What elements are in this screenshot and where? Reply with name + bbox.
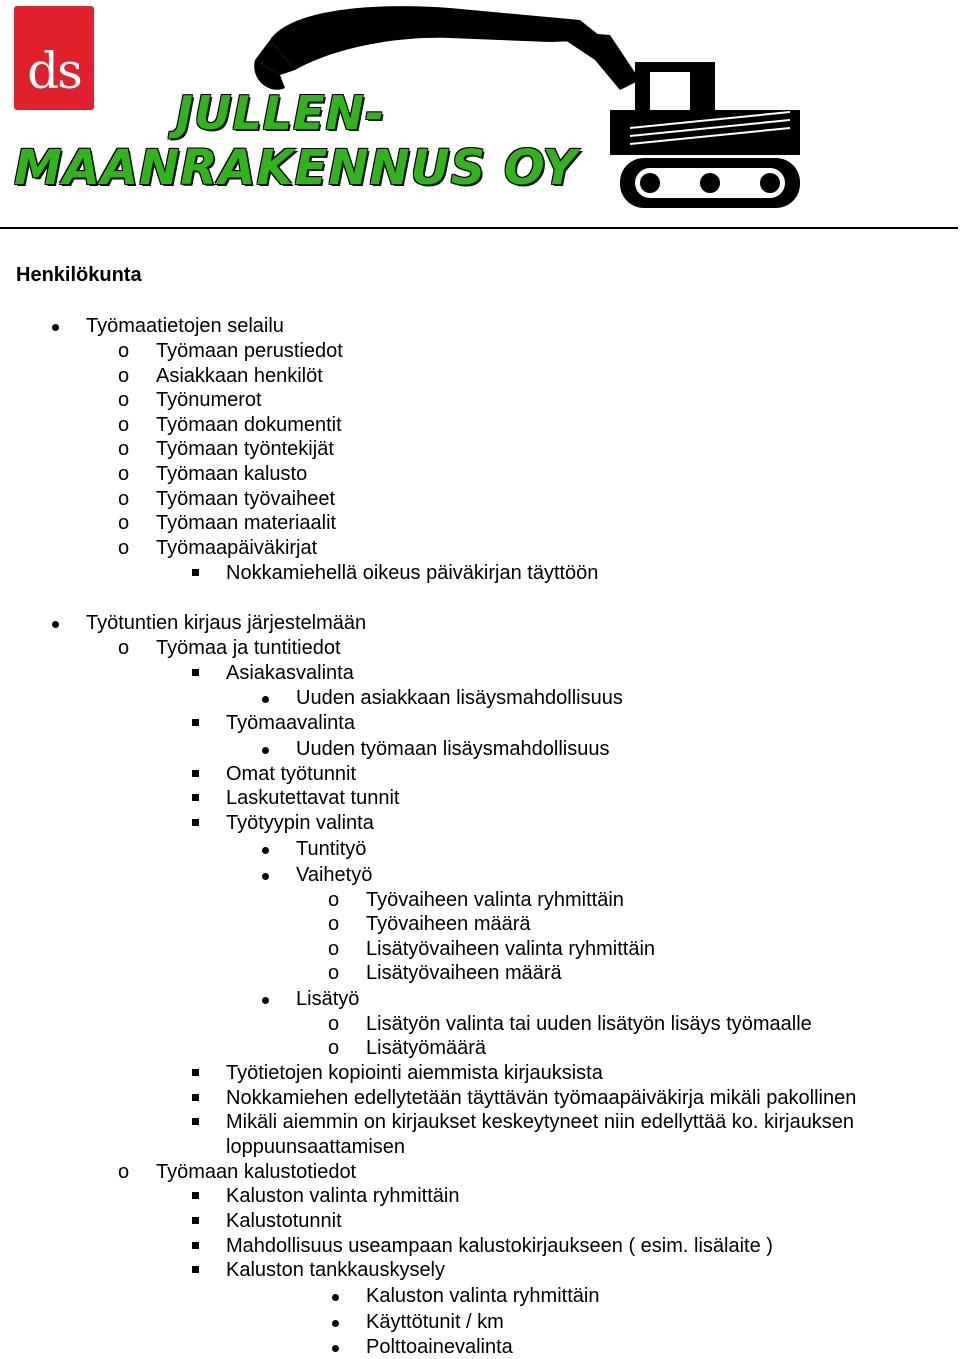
list-item: Työmaan kalustotiedot (156, 1161, 357, 1183)
bullet-disc-icon (52, 621, 59, 628)
bullet-circle-icon: o (118, 389, 130, 411)
list-item: Työtyypin valinta (226, 812, 374, 834)
bullet-square-icon (192, 1242, 199, 1249)
list-item: Kaluston valinta ryhmittäin (226, 1185, 460, 1207)
list-item: Työmaan kalusto (156, 463, 308, 485)
bullet-circle-icon: o (118, 537, 130, 559)
bullet-square-icon (192, 569, 199, 576)
list-item: Työmaan materiaalit (156, 512, 337, 534)
list-item: Työmaa ja tuntitiedot (156, 637, 341, 659)
company-name-line-1: JULLEN- (176, 86, 386, 140)
list-item: Työvaiheen valinta ryhmittäin (366, 889, 624, 911)
list-item: Lisätyö (296, 988, 360, 1010)
bullet-circle-icon: o (118, 637, 130, 659)
list-item: Uuden asiakkaan lisäysmahdollisuus (296, 687, 623, 709)
bullet-square-icon (192, 1118, 199, 1125)
list-item: Laskutettavat tunnit (226, 787, 400, 809)
list-item: Lisätyövaiheen määrä (366, 962, 562, 984)
bullet-circle-icon: o (328, 913, 340, 935)
list-item: Asiakkaan henkilöt (156, 365, 323, 387)
list-item: Omat työtunnit (226, 763, 357, 785)
list-item: Uuden työmaan lisäysmahdollisuus (296, 738, 610, 760)
bullet-square-icon (192, 1069, 199, 1076)
bullet-disc-icon (52, 324, 59, 331)
bullet-disc-icon (332, 1294, 339, 1301)
list-item: Nokkamiehen edellytetään täyttävän työmaapäiväkirja mikäli pakollinen (226, 1087, 857, 1109)
list-item: loppuunsaattamisen (226, 1136, 406, 1158)
bullet-circle-icon: o (328, 962, 340, 984)
list-item: Kaluston tankkauskysely (226, 1259, 446, 1281)
list-item: Tuntityö (296, 838, 367, 860)
bullet-square-icon (192, 1266, 199, 1273)
section-title: Henkilökunta (16, 264, 142, 286)
header-divider (0, 227, 958, 229)
bullet-circle-icon: o (118, 340, 130, 362)
bullet-disc-icon (262, 873, 269, 880)
list-item: Työmaavalinta (226, 712, 355, 734)
list-item: Asiakasvalinta (226, 662, 354, 684)
company-name-line-2: MAANRAKENNUS OY (14, 140, 578, 196)
list-item: Kaluston valinta ryhmittäin (366, 1285, 600, 1307)
bullet-circle-icon: o (328, 1013, 340, 1035)
list-item: Käyttötunit / km (366, 1311, 504, 1333)
list-item: Mahdollisuus useampaan kalustokirjaukseen ( esim. lisälaite ) (226, 1235, 773, 1257)
list-item: Työtietojen kopiointi aiemmista kirjauksista (226, 1062, 603, 1084)
bullet-square-icon (192, 669, 199, 676)
bullet-disc-icon (262, 997, 269, 1004)
list-item: Työmaan dokumentit (156, 414, 342, 436)
bullet-disc-icon (332, 1320, 339, 1327)
bullet-circle-icon: o (118, 1161, 130, 1183)
bullet-disc-icon (262, 747, 269, 754)
bullet-circle-icon: o (118, 414, 130, 436)
bullet-disc-icon (262, 847, 269, 854)
bullet-circle-icon: o (118, 488, 130, 510)
list-item: Vaihetyö (296, 864, 373, 886)
list-item: Työtuntien kirjaus järjestelmään (86, 612, 367, 634)
bullet-square-icon (192, 770, 199, 777)
bullet-circle-icon: o (328, 1037, 340, 1059)
page-header (0, 0, 960, 230)
bullet-square-icon (192, 1192, 199, 1199)
list-item: Työvaiheen määrä (366, 913, 531, 935)
list-item: Työmaan perustiedot (156, 340, 343, 362)
list-item: Mikäli aiemmin on kirjaukset keskeytyneet niin edellyttää ko. kirjauksen (226, 1111, 855, 1133)
list-item: Kalustotunnit (226, 1210, 342, 1232)
bullet-square-icon (192, 794, 199, 801)
list-item: Työmaatietojen selailu (86, 315, 284, 337)
bullet-circle-icon: o (118, 365, 130, 387)
bullet-circle-icon: o (328, 938, 340, 960)
bullet-circle-icon: o (328, 889, 340, 911)
list-item: Lisätyön valinta tai uuden lisätyön lisäys työmaalle (366, 1013, 812, 1035)
bullet-disc-icon (332, 1345, 339, 1352)
list-item: Lisätyövaiheen valinta ryhmittäin (366, 938, 656, 960)
bullet-circle-icon: o (118, 438, 130, 460)
list-item: Työmaan työvaiheet (156, 488, 335, 510)
list-item: Työnumerot (156, 389, 262, 411)
list-item: Työmaapäiväkirjat (156, 537, 318, 559)
bullet-disc-icon (262, 696, 269, 703)
bullet-square-icon (192, 719, 199, 726)
list-item: Lisätyömäärä (366, 1037, 487, 1059)
bullet-square-icon (192, 1217, 199, 1224)
ds-logo (14, 6, 94, 110)
list-item: Työmaan työntekijät (156, 438, 334, 460)
bullet-square-icon (192, 819, 199, 826)
list-item: Polttoainevalinta (366, 1336, 513, 1358)
bullet-circle-icon: o (118, 512, 130, 534)
list-item: Nokkamiehellä oikeus päiväkirjan täyttöön (226, 562, 599, 584)
bullet-circle-icon: o (118, 463, 130, 485)
ds-logo-text: ds (27, 42, 81, 100)
bullet-square-icon (192, 1094, 199, 1101)
